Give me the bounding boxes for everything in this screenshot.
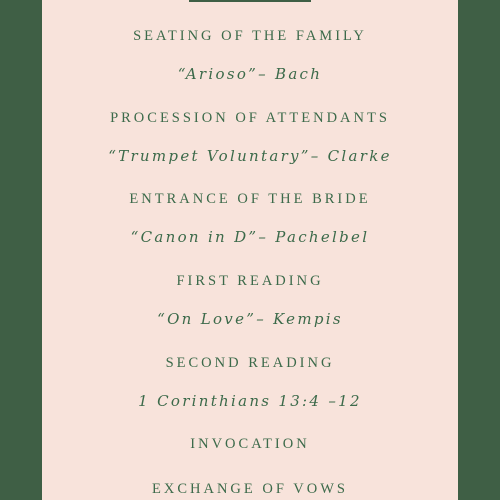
- program-card: [42, 0, 458, 500]
- music-piece: “Canon in D”– Pachelbel: [130, 228, 370, 246]
- top-divider: [189, 0, 311, 2]
- section-heading: ENTRANCE OF THE BRIDE: [129, 191, 371, 207]
- section-heading: INVOCATION: [190, 436, 310, 452]
- reading-piece: “On Love”– Kempis: [157, 310, 343, 328]
- section-heading: PROCESSION OF ATTENDANTS: [110, 110, 390, 126]
- section-heading: EXCHANGE OF VOWS: [152, 481, 348, 497]
- section-heading: SEATING OF THE FAMILY: [133, 28, 367, 44]
- program-section-seating: [42, 27, 458, 84]
- program-section-vows: [42, 480, 458, 498]
- music-piece: “Trumpet Voluntary”– Clarke: [108, 147, 392, 165]
- section-heading: FIRST READING: [176, 273, 324, 289]
- program-section-second-reading: [42, 354, 458, 411]
- reading-piece: 1 Corinthians 13:4 –12: [138, 392, 362, 410]
- music-piece: “Arioso”– Bach: [177, 65, 323, 83]
- program-section-entrance: [42, 190, 458, 247]
- program-section-first-reading: [42, 272, 458, 329]
- program-section-invocation: [42, 435, 458, 453]
- program-section-procession: [42, 109, 458, 166]
- section-heading: SECOND READING: [165, 355, 335, 371]
